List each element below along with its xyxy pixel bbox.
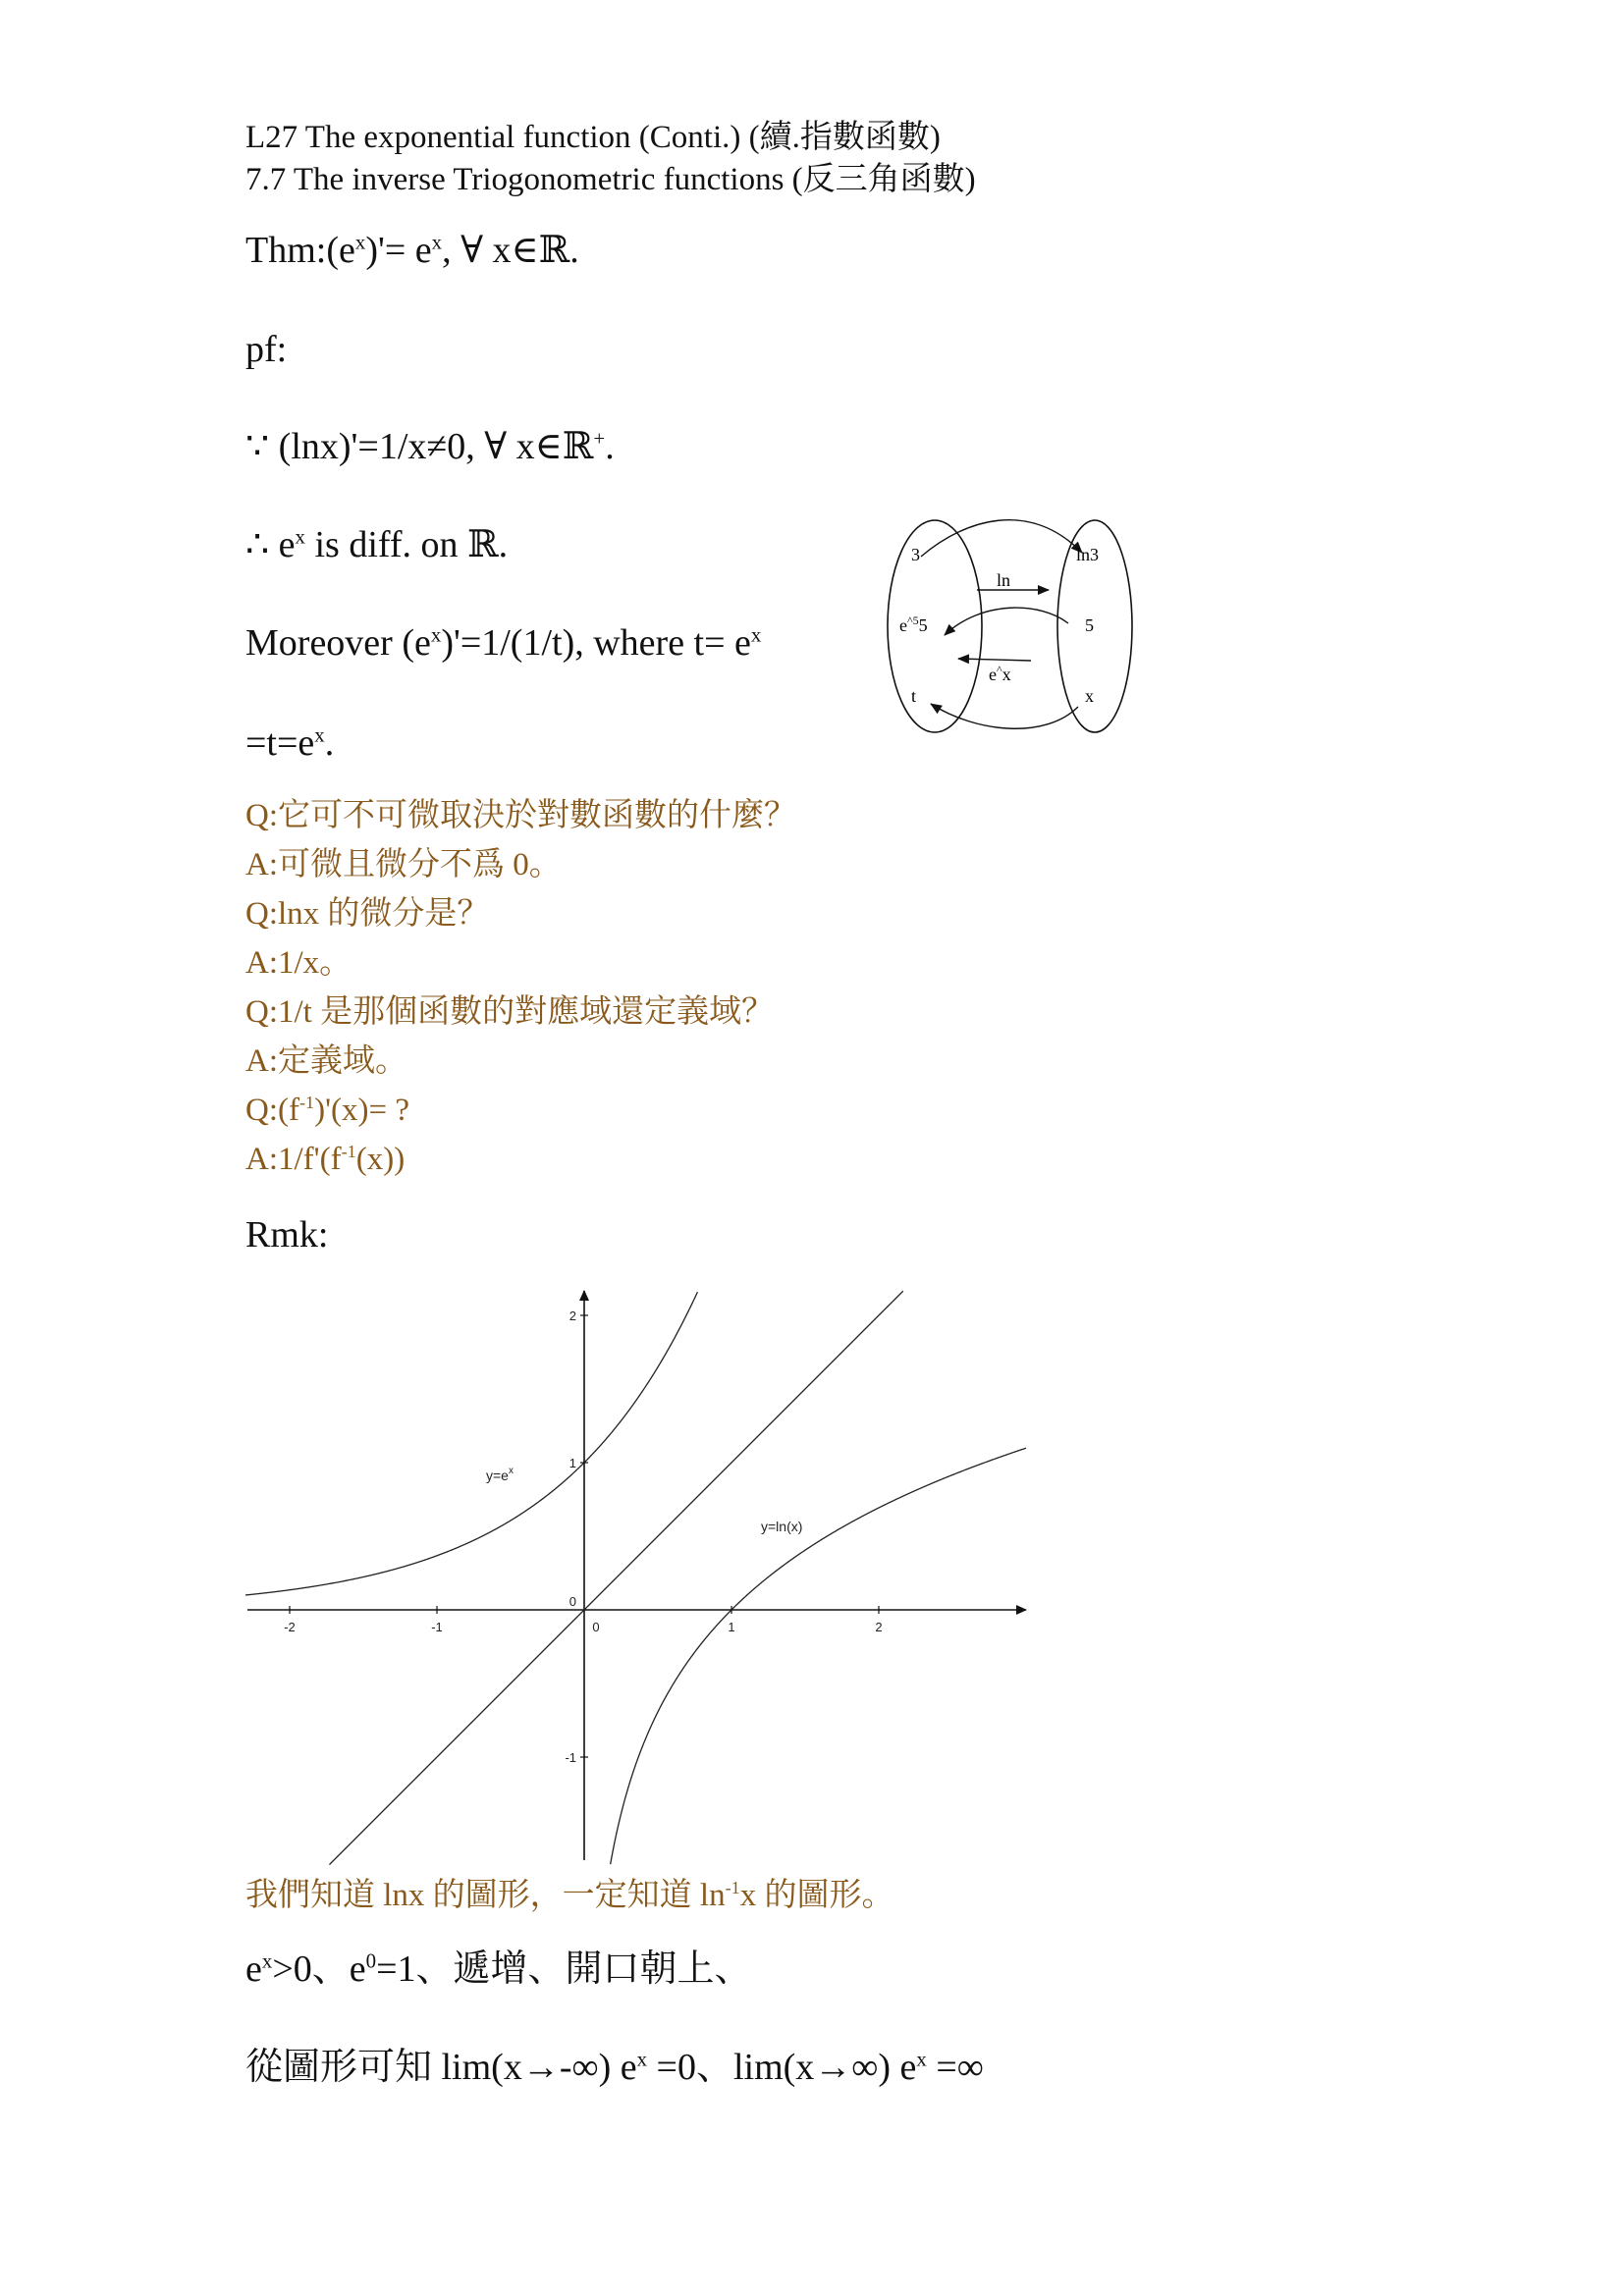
x-tick-label: 0: [592, 1620, 600, 1634]
props-part: e: [245, 1949, 262, 1990]
qa-5: Q:1/t 是那個函數的對應域還定義域？: [245, 994, 775, 1030]
step-part: ∴ e: [245, 524, 296, 565]
qa-part: Q:(f: [245, 1093, 299, 1128]
props-exp: 0: [365, 1949, 377, 1973]
proof-step-3: [245, 620, 761, 666]
step-exp: x: [295, 524, 305, 549]
properties-line: [245, 1947, 752, 1992]
remark-label: Rmk:: [245, 1214, 329, 1255]
arrow-5-to-e5: [945, 608, 1068, 635]
series-line-ln: [611, 1448, 1026, 1864]
step-part: )'=1/(1/t), where t= e: [441, 622, 751, 664]
qa-4: A:1/x。: [245, 945, 352, 981]
qa-8: [245, 1140, 405, 1179]
step-exp: x: [750, 622, 762, 647]
series-line-exp: [245, 1292, 697, 1595]
series-line-identity: [329, 1291, 902, 1864]
qa-exp: -1: [298, 1093, 315, 1112]
arrow-3-to-ln3: [921, 520, 1082, 557]
left-item-3: t: [911, 686, 917, 706]
y-tick-label: 0: [568, 1594, 576, 1609]
limits-part: =∞: [926, 2047, 984, 2088]
qa-part: )'(x)= ?: [314, 1093, 410, 1128]
limits-exp: x: [916, 2047, 927, 2071]
proof-step-4: [245, 721, 334, 766]
x-tick-label: -2: [284, 1620, 296, 1634]
arrow-ex-label: [958, 659, 1031, 661]
left-item-2: $e^{\^{}5}5$: [899, 614, 928, 635]
y-tick-label: -1: [565, 1750, 576, 1765]
proof-step-2: [245, 522, 508, 567]
proof-label: pf:: [245, 329, 288, 370]
right-item-2: 5: [1085, 615, 1094, 635]
theorem-part: , ∀ x∈ℝ.: [442, 230, 579, 271]
qa-2: A:可微且微分不爲 0。: [245, 847, 562, 882]
step-exp: x: [314, 722, 325, 747]
theorem-part: )'= e: [365, 230, 432, 271]
right-item-3: x: [1085, 686, 1094, 706]
theorem-exp: x: [354, 230, 366, 254]
function-graph: [245, 1286, 1041, 1875]
left-item-1: 3: [911, 545, 920, 564]
y-tick-label: 1: [568, 1456, 576, 1470]
series-label-ln: y=ln(x): [761, 1519, 803, 1534]
comment-part: 我們知道 lnx 的圖形，一定知道 ln: [245, 1878, 726, 1913]
props-part: >0、e: [272, 1949, 366, 1990]
props-part: =1、遞增、開口朝上、: [376, 1949, 752, 1990]
x-tick-label: -1: [431, 1620, 443, 1634]
series-label-exp: $y=e^x$: [486, 1466, 514, 1483]
x-tick-label: 1: [728, 1620, 735, 1634]
top-arrow-label: ln: [997, 570, 1011, 590]
mapping-diagram: [874, 506, 1139, 741]
qa-exp: -1: [341, 1142, 356, 1161]
step-part: ∵ (lnx)'=1/x≠0, ∀ x∈ℝ: [245, 426, 594, 467]
limits-line: [245, 2045, 984, 2090]
step-part: is diff. on ℝ.: [305, 524, 509, 565]
qa-6: A:定義域。: [245, 1043, 407, 1079]
qa-3: Q:lnx 的微分是？: [245, 896, 490, 932]
qa-part: (x)): [355, 1142, 406, 1177]
props-exp: x: [261, 1949, 273, 1973]
theorem-exp: x: [431, 230, 443, 254]
theorem: [245, 228, 579, 273]
bottom-arrow-label: e^x: [989, 663, 1011, 684]
header-line-2: 7.7 The inverse Triogonometric functions (反三角函數): [245, 162, 976, 197]
step-part: Moreover (e: [245, 622, 431, 664]
comment-exp: -1: [725, 1878, 740, 1897]
step-part: .: [324, 722, 335, 764]
right-item-1: ln3: [1076, 545, 1100, 564]
step-exp: x: [430, 622, 442, 647]
limits-exp: x: [636, 2047, 648, 2071]
y-tick-label: 2: [568, 1308, 576, 1323]
limits-part: =0、lim(x→∞) e: [647, 2047, 917, 2088]
x-tick-label: 2: [875, 1620, 883, 1634]
limits-part: 從圖形可知 lim(x→-∞) e: [245, 2047, 637, 2088]
theorem-part: Thm:(e: [245, 230, 355, 271]
step-exp: +: [593, 426, 606, 451]
step-part: .: [605, 426, 615, 467]
qa-part: A:1/f'(f: [245, 1142, 342, 1177]
proof-step-1: [245, 424, 615, 469]
graph-comment: [245, 1876, 893, 1915]
step-part: =t=e: [245, 722, 315, 764]
header-line-1: L27 The exponential function (Conti.) (續.指數函數): [245, 120, 941, 155]
qa-7: [245, 1091, 409, 1130]
qa-1: Q:它可不可微取決於對數函數的什麼？: [245, 798, 796, 833]
comment-part: x 的圖形。: [739, 1878, 894, 1913]
